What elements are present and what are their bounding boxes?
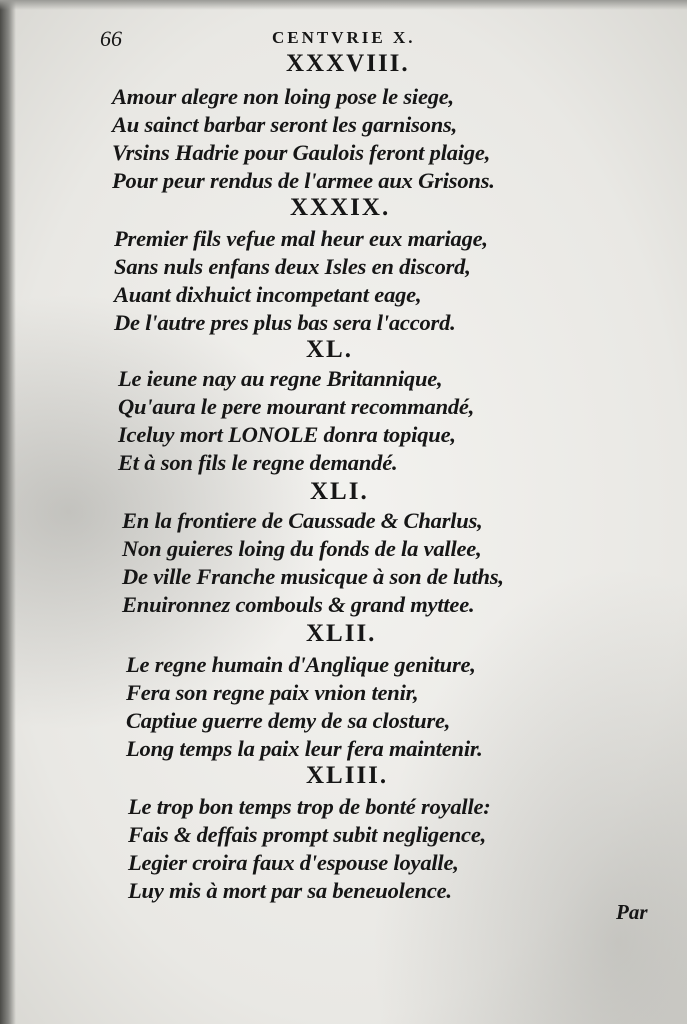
verse-line: En la frontiere de Caussade & Charlus,: [122, 508, 483, 533]
verse-line: Fera son regne paix vnion tenir,: [126, 680, 419, 705]
verse-line: Et à son fils le regne demandé.: [118, 450, 398, 475]
verse-line: Vrsins Hadrie pour Gaulois feront plaige,: [112, 140, 491, 165]
verse-line: Qu'aura le pere mourant recommandé,: [118, 394, 475, 419]
verse-line: Enuironnez combouls & grand myttee.: [122, 592, 475, 617]
verse-line: Pour peur rendus de l'armee aux Grisons.: [112, 168, 495, 193]
verse-line: Amour alegre non loing pose le siege,: [112, 84, 454, 109]
verse-line: Le regne humain d'Anglique geniture,: [126, 652, 476, 677]
verse-line: Captiue guerre demy de sa closture,: [126, 708, 451, 733]
verse-line: Luy mis à mort par sa beneuolence.: [128, 878, 452, 903]
verse-line: Le ieune nay au regne Britannique,: [118, 366, 443, 391]
running-head: [92, 26, 612, 50]
verse-line: Le trop bon temps trop de bonté royalle:: [128, 794, 491, 819]
quatrain-number: XXXIX.: [290, 194, 391, 221]
running-title: CENTVRIE X.: [272, 28, 416, 47]
verse-line: Auant dixhuict incompetant eage,: [114, 282, 422, 307]
verse-line: Premier fils vefue mal heur eux mariage,: [114, 226, 488, 251]
verse-line: De l'autre pres plus bas sera l'accord.: [114, 310, 456, 335]
verse-line: Au sainct barbar seront les garnisons,: [112, 112, 457, 137]
top-edge-shadow: [0, 0, 687, 10]
verse-line: Legier croira faux d'espouse loyalle,: [128, 850, 459, 875]
quatrain-number: XLI.: [310, 478, 369, 505]
page-number: 66: [100, 26, 122, 51]
verse-line: De ville Franche musicque à son de luths,: [122, 564, 504, 589]
quatrain-number: XL.: [306, 336, 353, 363]
binding-edge-shadow: [0, 0, 16, 1024]
quatrain-number: XLII.: [306, 620, 377, 647]
quatrain-number: XLIII.: [306, 762, 389, 789]
verse-line: Long temps la paix leur fera maintenir.: [126, 736, 483, 761]
verse-line: Iceluy mort LONOLE donra topique,: [118, 422, 456, 447]
verse-line: Sans nuls enfans deux Isles en discord,: [114, 254, 471, 279]
show-through-mark: [599, 88, 679, 108]
verse-line: Non guieres loing du fonds de la vallee,: [122, 536, 482, 561]
catchword: Par: [616, 900, 648, 924]
quatrain-number: XXXVIII.: [286, 50, 410, 77]
verse-line: Fais & deffais prompt subit negligence,: [128, 822, 487, 847]
